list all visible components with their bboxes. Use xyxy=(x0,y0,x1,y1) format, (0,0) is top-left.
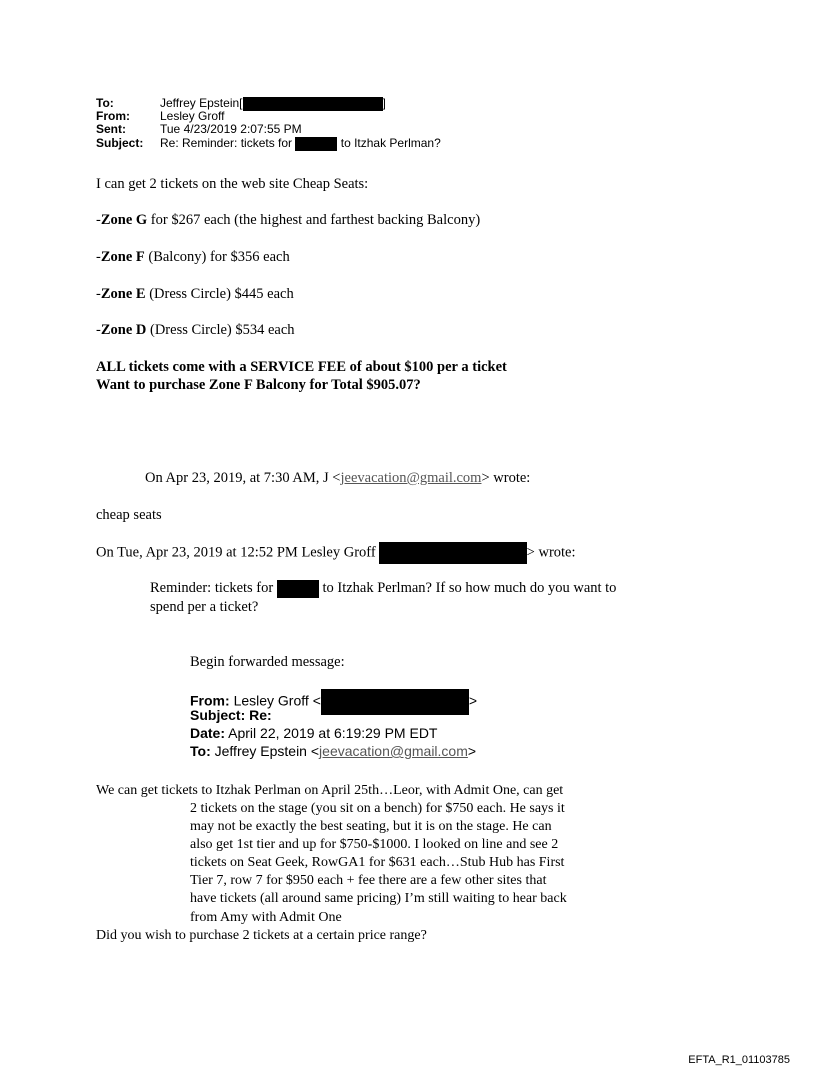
redaction-block xyxy=(295,137,337,151)
paragraph-line: Tier 7, row 7 for $950 each + fee there are a few other sites that xyxy=(190,873,547,888)
quote-suffix: > wrote: xyxy=(481,470,531,486)
paragraph-line: have tickets (all around same pricing) I’m still waiting to hear back xyxy=(190,891,567,906)
zone-line xyxy=(96,248,290,266)
quote-attribution xyxy=(145,469,530,487)
zone-desc: (Balcony) for $356 each xyxy=(144,249,290,265)
forward-from-gt: > xyxy=(468,692,478,709)
paragraph-line: may not be exactly the best seating, but it is on the stage. He can xyxy=(190,819,552,834)
email-link[interactable]: jeevacation@gmail.com xyxy=(319,743,468,759)
forward-date-value: April 22, 2019 at 6:19:29 PM EDT xyxy=(228,725,438,741)
sent-label: Sent: xyxy=(96,122,126,136)
forward-to xyxy=(190,743,476,760)
quote-attribution xyxy=(96,542,576,564)
quote-prefix: On Tue, Apr 23, 2019 at 12:52 PM Lesley Groff xyxy=(96,544,376,561)
sent-value: Tue 4/23/2019 2:07:55 PM xyxy=(160,122,302,136)
forward-from-value: Lesley Groff xyxy=(233,692,309,709)
document-id: EFTA_R1_01103785 xyxy=(688,1054,790,1066)
email-link[interactable]: jeevacation@gmail.com xyxy=(340,470,482,486)
forward-subject-label: Subject: xyxy=(190,707,246,723)
redaction-block xyxy=(277,580,319,598)
reminder-line xyxy=(150,579,616,598)
zone-desc: (Dress Circle) $445 each xyxy=(145,286,294,302)
from-value: Lesley Groff xyxy=(160,109,225,123)
forward-date xyxy=(190,725,437,742)
from-label: From: xyxy=(96,109,130,123)
redaction-block xyxy=(379,542,527,564)
zone-prefix: - xyxy=(96,249,101,265)
zone-desc: for $267 each (the highest and farthest backing Balcony) xyxy=(147,212,481,228)
zone-line xyxy=(96,321,295,339)
quote-body: cheap seats xyxy=(96,507,162,523)
paragraph-line: 2 tickets on the stage (you sit on a bench) for $750 each. He says it xyxy=(190,801,565,816)
paragraph-line: tickets on Seat Geek, RowGA1 for $631 each…Stub Hub has First xyxy=(190,855,565,870)
forward-to-suffix: > xyxy=(467,743,477,759)
reminder-line-2: spend per a ticket? xyxy=(150,599,259,615)
quote-prefix: On Apr 23, 2019, at 7:30 AM, J < xyxy=(145,470,341,486)
zone-line xyxy=(96,211,480,229)
paragraph-line: We can get tickets to Itzhak Perlman on April 25th…Leor, with Admit One, can get xyxy=(96,783,564,798)
to-name: Jeffrey Epstein[ xyxy=(160,96,243,111)
zone-desc: (Dress Circle) $534 each xyxy=(146,322,295,338)
service-fee-note: ALL tickets come with a SERVICE FEE of about $100 per a ticket xyxy=(96,359,507,375)
message-intro: I can get 2 tickets on the web site Cheap Seats: xyxy=(96,176,369,192)
forward-to-value: Jeffrey Epstein < xyxy=(214,743,320,759)
to-label: To: xyxy=(96,96,114,110)
zone-name: Zone D xyxy=(100,322,147,338)
forward-from-lt: < xyxy=(312,692,321,709)
closing-question: Did you wish to purchase 2 tickets at a certain price range? xyxy=(96,928,427,943)
zone-prefix: - xyxy=(96,286,101,302)
zone-line xyxy=(96,285,294,303)
to-suffix: ] xyxy=(382,96,386,111)
subject-suffix: to Itzhak Perlman? xyxy=(340,136,441,151)
forward-subject-value: Re: xyxy=(249,707,272,723)
paragraph-line: also get 1st tier and up for $750-$1000. I looked on line and see 2 xyxy=(190,837,559,852)
zone-name: Zone E xyxy=(100,286,146,302)
zone-name: Zone G xyxy=(100,212,148,228)
forward-intro: Begin forwarded message: xyxy=(190,654,345,670)
zone-prefix: - xyxy=(96,322,101,338)
subject-value xyxy=(160,137,441,151)
redaction-block xyxy=(243,97,383,111)
zone-prefix: - xyxy=(96,212,101,228)
zone-name: Zone F xyxy=(100,249,145,265)
forward-date-label: Date: xyxy=(190,725,226,741)
redaction-block xyxy=(321,689,469,715)
reminder-text-b: to Itzhak Perlman? If so how much do you want to xyxy=(322,580,617,596)
quote-suffix: > wrote: xyxy=(526,544,576,561)
subject-label: Subject: xyxy=(96,136,144,150)
subject-prefix: Re: Reminder: tickets for xyxy=(160,136,293,151)
forward-to-label: To: xyxy=(190,743,211,759)
forward-subject xyxy=(190,707,272,724)
email-header xyxy=(0,97,816,157)
purchase-question: Want to purchase Zone F Balcony for Total $905.07? xyxy=(96,377,421,393)
forward-from-label: From: xyxy=(190,692,230,709)
reminder-text-a: Reminder: tickets for xyxy=(150,580,274,596)
paragraph-line: from Amy with Admit One xyxy=(190,910,342,925)
